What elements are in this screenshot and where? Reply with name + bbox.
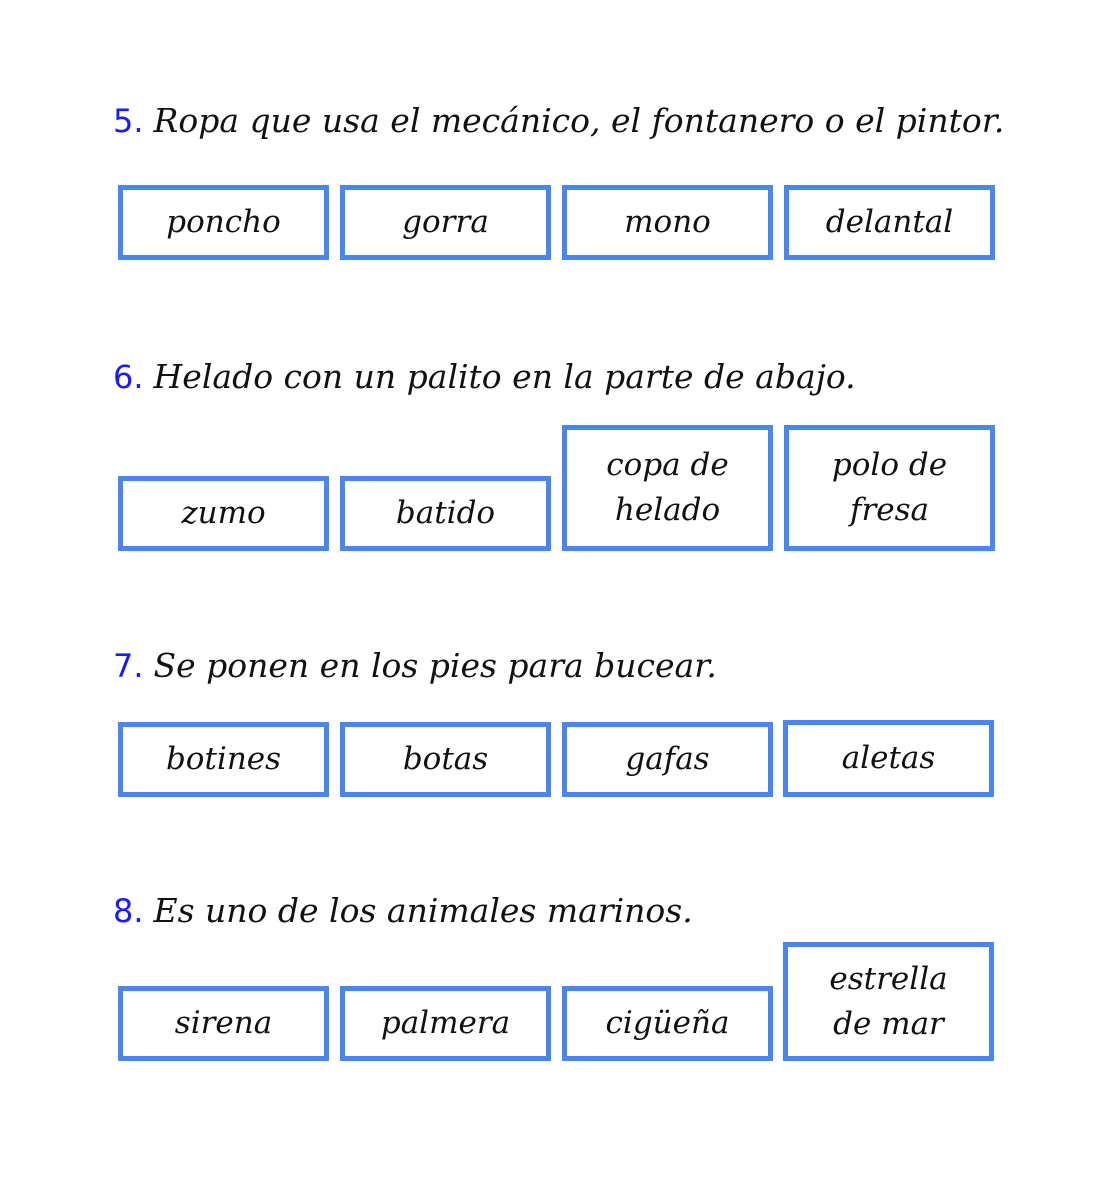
question-7 (113, 646, 717, 685)
option-box[interactable]: botines (118, 722, 329, 797)
question-8 (113, 891, 693, 930)
question-number: 6. (113, 358, 144, 396)
question-number: 8. (113, 892, 144, 930)
question-text: Es uno de los animales marinos. (153, 891, 693, 930)
option-box[interactable]: batido (340, 476, 551, 551)
option-box[interactable]: polo de fresa (784, 425, 995, 551)
option-box[interactable]: gorra (340, 185, 551, 260)
question-number: 5. (113, 102, 144, 140)
question-text: Se ponen en los pies para bucear. (153, 646, 717, 685)
question-5 (113, 101, 1005, 140)
option-box[interactable]: sirena (118, 986, 329, 1061)
option-box[interactable]: gafas (562, 722, 773, 797)
question-text: Helado con un palito en la parte de abajo. (153, 357, 856, 396)
question-number: 7. (113, 647, 144, 685)
option-box[interactable]: delantal (784, 185, 995, 260)
option-box[interactable]: copa de helado (562, 425, 773, 551)
option-box[interactable]: aletas (783, 720, 994, 797)
question-6 (113, 357, 856, 396)
option-box[interactable]: estrella de mar (783, 942, 994, 1061)
option-box[interactable]: zumo (118, 476, 329, 551)
option-box[interactable]: mono (562, 185, 773, 260)
option-box[interactable]: cigüeña (562, 986, 773, 1061)
question-text: Ropa que usa el mecánico, el fontanero o el pintor. (153, 101, 1005, 140)
option-box[interactable]: botas (340, 722, 551, 797)
option-box[interactable]: poncho (118, 185, 329, 260)
option-box[interactable]: palmera (340, 986, 551, 1061)
